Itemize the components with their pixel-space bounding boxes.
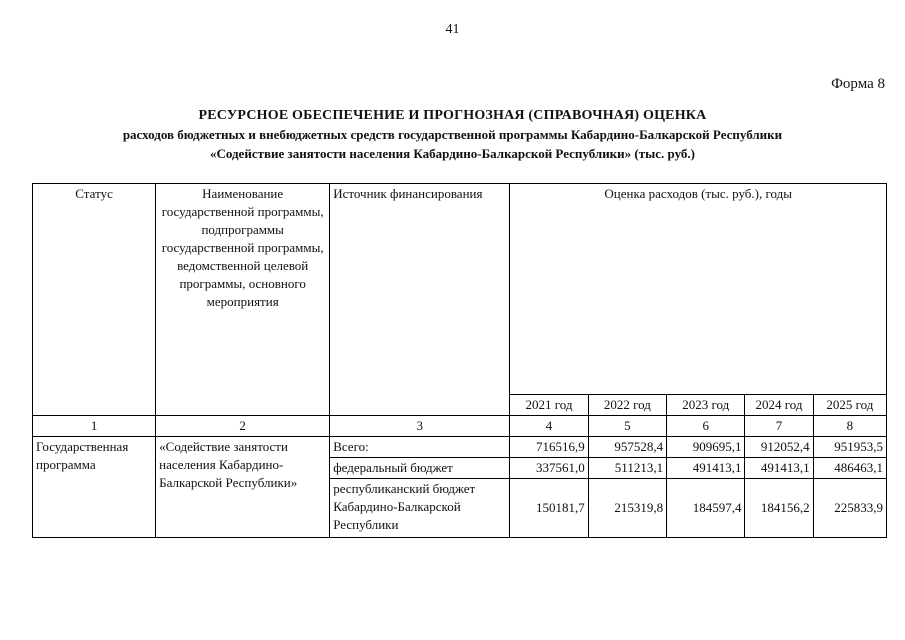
column-number: 5 (588, 416, 666, 437)
value-cell: 909695,1 (667, 437, 745, 458)
row-status: Государственная программа (33, 437, 156, 538)
page-number: 41 (445, 22, 460, 37)
value-cell: 337561,0 (510, 458, 588, 479)
header-year-2024: 2024 год (745, 395, 813, 416)
value-cell: 184597,4 (667, 479, 745, 538)
column-number: 3 (330, 416, 510, 437)
header-year-2022: 2022 год (588, 395, 666, 416)
source-republic-budget: республиканский бюджет Кабардино-Балкарской Республики (330, 479, 510, 538)
column-number: 7 (745, 416, 813, 437)
value-cell: 215319,8 (588, 479, 666, 538)
header-year-2025: 2025 год (813, 395, 886, 416)
value-cell: 491413,1 (667, 458, 745, 479)
document-title: РЕСУРСНОЕ ОБЕСПЕЧЕНИЕ И ПРОГНОЗНАЯ (СПРАВОЧНАЯ) ОЦЕНКА (198, 108, 707, 123)
document-subtitle-line2: «Содействие занятости населения Кабардино-Балкарской Республики» (тыс. руб.) (209, 146, 696, 161)
value-cell: 491413,1 (745, 458, 813, 479)
column-number: 2 (156, 416, 330, 437)
source-federal-budget: федеральный бюджет (330, 458, 510, 479)
value-cell: 150181,7 (510, 479, 588, 538)
value-cell: 951953,5 (813, 437, 886, 458)
header-funding-source: Источник финансирования (330, 184, 510, 416)
value-cell: 912052,4 (745, 437, 813, 458)
header-year-2023: 2023 год (667, 395, 745, 416)
value-cell: 486463,1 (813, 458, 886, 479)
document-subtitle-line1: расходов бюджетных и внебюджетных средств государственной программы Кабардино-Балкарской Республики (122, 127, 783, 142)
column-number: 6 (667, 416, 745, 437)
table-row (33, 437, 887, 458)
column-number-row (33, 416, 887, 437)
column-number: 1 (33, 416, 156, 437)
header-status: Статус (33, 184, 156, 416)
budget-table (32, 183, 887, 538)
value-cell: 184156,2 (745, 479, 813, 538)
column-number: 8 (813, 416, 886, 437)
column-number: 4 (510, 416, 588, 437)
header-year-2021: 2021 год (510, 395, 588, 416)
header-program-name: Наименование государственной программы, подпрограммы государственной программы, ведомственной целевой программы, основного мероприятия (156, 184, 330, 416)
value-cell: 511213,1 (588, 458, 666, 479)
source-total: Всего: (330, 437, 510, 458)
form-label: Форма 8 (831, 76, 885, 92)
value-cell: 957528,4 (588, 437, 666, 458)
row-program-name: «Содействие занятости населения Кабардино-Балкарской Республики» (156, 437, 330, 538)
header-expense-estimate: Оценка расходов (тыс. руб.), годы (510, 184, 887, 395)
value-cell: 225833,9 (813, 479, 886, 538)
value-cell: 716516,9 (510, 437, 588, 458)
